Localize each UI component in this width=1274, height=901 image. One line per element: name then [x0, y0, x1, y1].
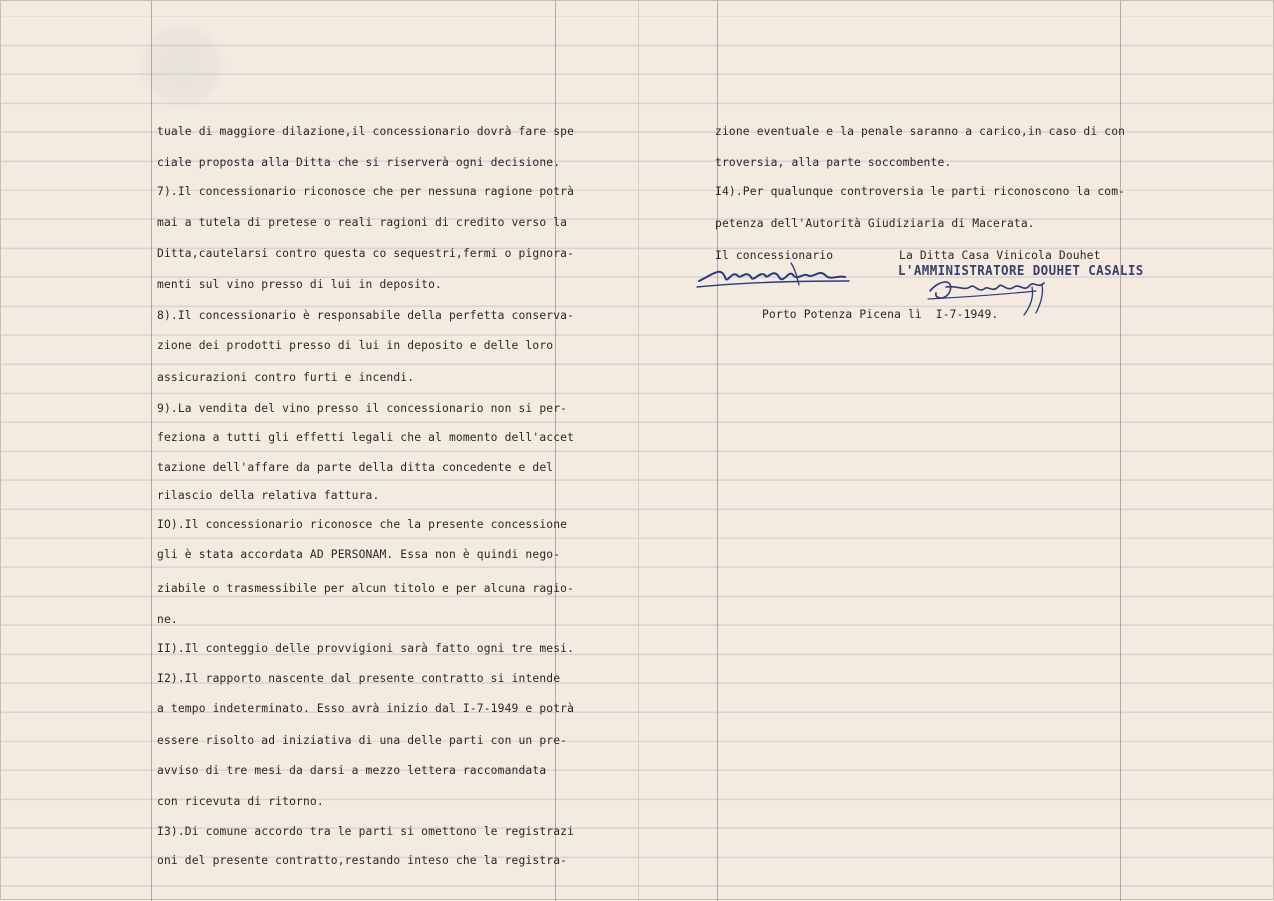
- company-label: La Ditta Casa Vinicola Douhet: [899, 249, 1101, 262]
- text-line: feziona a tutti gli effetti legali che al momento dell'accet: [157, 431, 575, 444]
- left-margin-rule: [151, 1, 152, 901]
- administrator-signature: [926, 271, 1056, 319]
- text-line: zione dei prodotti presso di lui in deposito e delle loro: [157, 339, 554, 352]
- text-line: IO).Il concessionario riconosce che la presente concessione: [157, 518, 568, 531]
- text-line: Ditta,cautelarsi contro questa co sequestri,fermi o pignora-: [157, 247, 575, 260]
- concessionaire-signature: [695, 259, 855, 295]
- text-line: ziabile o trasmessibile per alcun titolo e per alcuna ragio-: [157, 582, 575, 595]
- text-line: 7).Il concessionario riconosce che per nessuna ragione potrà: [157, 185, 575, 198]
- text-line: tazione dell'affare da parte della ditta concedente e del: [157, 461, 554, 474]
- concessionaire-label: Il concessionario: [715, 249, 834, 262]
- text-line: I4).Per qualunque controversia le parti riconoscono la com-: [715, 185, 1126, 198]
- text-line: menti sul vino presso di lui in deposito.: [157, 278, 443, 291]
- text-line: rilascio della relativa fattura.: [157, 489, 380, 502]
- text-line: 9).La vendita del vino presso il concessionario non si per-: [157, 402, 568, 415]
- text-line: 8).Il concessionario è responsabile della perfetta conserva-: [157, 309, 575, 322]
- text-line: ne.: [157, 613, 178, 626]
- text-line: tuale di maggiore dilazione,il concessionario dovrà fare spe: [157, 125, 575, 138]
- place-date: Porto Potenza Picena lì I-7-1949.: [762, 308, 999, 321]
- text-line: a tempo indeterminato. Esso avrà inizio dal I-7-1949 e potrà: [157, 702, 575, 715]
- company-stamp: L'AMMINISTRATORE DOUHET CASALIS: [898, 262, 1144, 279]
- text-line: avviso di tre mesi da darsi a mezzo lettera raccomandata: [157, 764, 547, 777]
- text-line: essere risolto ad iniziativa di una delle parti con un pre-: [157, 734, 568, 747]
- text-line: II).Il conteggio delle provvigioni sarà fatto ogni tre mesi.: [157, 642, 575, 655]
- text-line: I2).Il rapporto nascente dal presente contratto si intende: [157, 672, 561, 685]
- text-line: assicurazioni contro furti e incendi.: [157, 371, 415, 384]
- text-line: oni del presente contratto,restando inteso che la registra-: [157, 854, 568, 867]
- text-line: zione eventuale e la penale saranno a carico,in caso di con: [715, 125, 1126, 138]
- text-line: con ricevuta di ritorno.: [157, 795, 324, 808]
- text-line: gli è stata accordata AD PERSONAM. Essa non è quindi nego-: [157, 548, 561, 561]
- text-line: petenza dell'Autorità Giudiziaria di Macerata.: [715, 217, 1035, 230]
- watermark-seal: [136, 21, 228, 109]
- text-line: I3).Di comune accordo tra le parti si omettono le registrazi: [157, 825, 575, 838]
- text-line: troversia, alla parte soccombente.: [715, 156, 952, 169]
- text-line: ciale proposta alla Ditta che si riserverà ogni decisione.: [157, 156, 561, 169]
- page-fold: [638, 1, 639, 901]
- text-line: mai a tutela di pretese o reali ragioni di credito verso la: [157, 216, 568, 229]
